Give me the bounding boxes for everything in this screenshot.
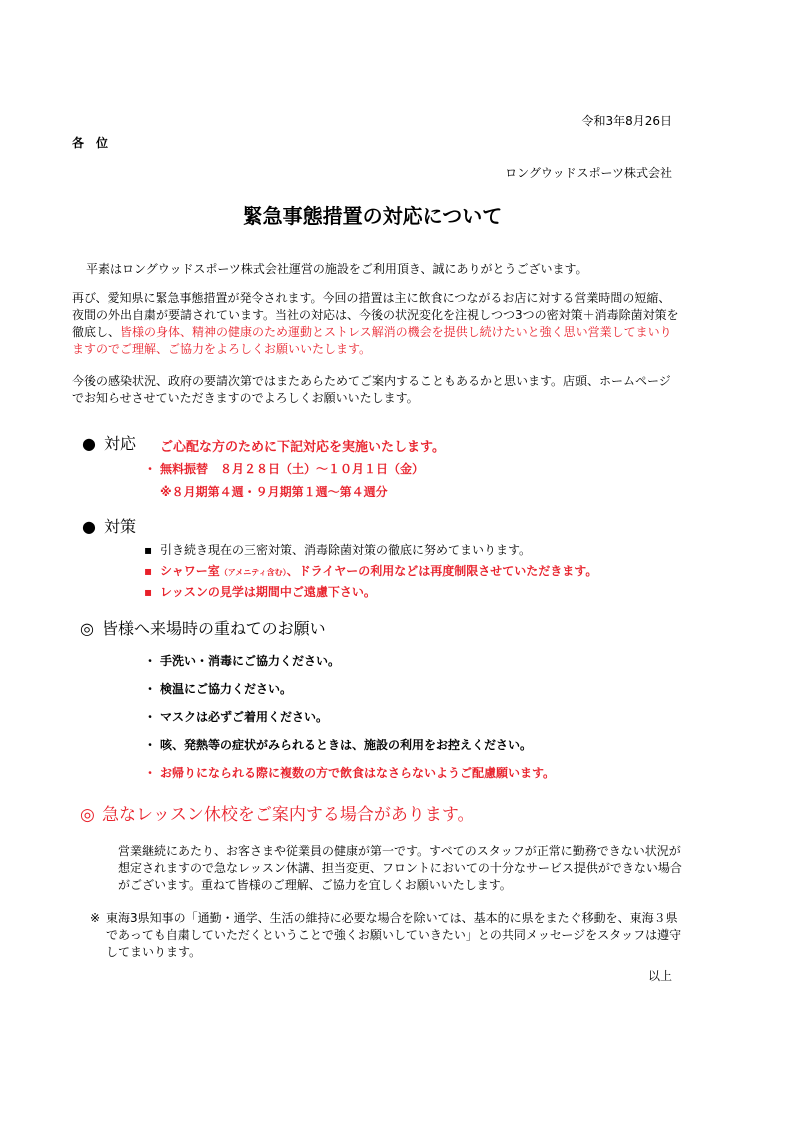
bullet-icon: ・ — [144, 462, 157, 476]
list-item — [144, 542, 531, 558]
document-date: 令和3年8月26日 — [581, 114, 672, 128]
list-item-text: シャワー室 — [160, 564, 220, 578]
list-item-text: 無料振替 ８月２８日（土）～１０月１日（金） — [160, 462, 425, 476]
list-item — [144, 681, 292, 697]
bullet-square-icon: ▪ — [144, 564, 153, 578]
list-item — [144, 709, 328, 725]
list-item-text: レッスンの見学は期間中ご遠慮下さい。 — [160, 585, 376, 599]
closing-word: 以上 — [647, 969, 672, 983]
double-circle-icon: ◎ — [80, 619, 94, 638]
closure-paragraph: 営業継続にあたり、お客さまや従業員の健康が第一です。すべてのスタッフが正常に勤務できない状況が想定されますので急なレッスン休講、担当変更、フロントにおいての十分なサービス提供ができない場合がございます。重ねて皆様のご理解、ご協力を宜しくお願いいたします。 — [118, 844, 682, 892]
intro-paragraph-text: 再び、愛知県に緊急事態措置が発令されます。今回の措置は主に飲食につながるお店に対する営業時間の短縮、夜間の外出自粛が要請されています。当社の対応は、今後の状況変化を注視しつつ3つの密対策＋消毒除菌対策を徹底し、 — [72, 291, 679, 339]
double-circle-icon: ◎ — [80, 805, 95, 825]
list-item-text: 、ドライヤーの利用などは再度制限させていただきます。 — [286, 564, 598, 578]
list-item-text: 咳、発熱等の症状がみられるときは、施設の利用をお控えください。 — [160, 738, 533, 752]
reference-mark-icon: ※ — [90, 911, 101, 925]
footnote-text: 東海3県知事の「通勤・通学、生活の維持に必要な場合を除いては、基本的に県をまたぐ移動を、東海３県であっても自粛していただくということで強くお願いしていきたい」との共同メッセージをスタッフは遵守してまいります。 — [106, 911, 682, 959]
section-measures-heading — [82, 516, 136, 538]
list-item — [144, 737, 532, 753]
list-item-text: マスクは必ずご着用ください。 — [160, 710, 329, 724]
section-closure-title: 急なレッスン休校をご案内する場合があります。 — [102, 805, 475, 825]
bullet-icon: ・ — [144, 654, 157, 668]
company-name: ロングウッドスポーツ株式会社 — [505, 166, 672, 180]
list-item — [144, 584, 376, 600]
list-item-subtext: （アメニティ含む） — [219, 568, 287, 577]
list-item-text: ※８月期第４週・９月期第１週～第４週分 — [160, 485, 388, 499]
document-title: 緊急事態措置の対応について — [242, 204, 503, 228]
list-item — [144, 563, 597, 581]
bullet-icon: ・ — [144, 682, 157, 696]
list-item-text: お帰りになられる際に複数の方で飲食はなさらないようご配慮願います。 — [160, 766, 556, 780]
bullet-square-icon: ▪ — [144, 585, 153, 599]
list-item — [144, 765, 555, 781]
section-closure-heading — [80, 804, 474, 826]
list-item-text: 検温にご協力ください。 — [160, 682, 293, 696]
bullet-icon: ・ — [144, 710, 157, 724]
section-response-heading — [82, 433, 136, 455]
bullet-icon: ・ — [144, 766, 157, 780]
section-response-note: ご心配な方のために下記対応を実施いたします。 — [160, 440, 445, 455]
list-item — [144, 653, 340, 669]
bullet-icon: ・ — [144, 738, 157, 752]
list-item-text: 引き続き現在の三密対策、消毒除菌対策の徹底に努めてまいります。 — [160, 543, 532, 557]
recipient: 各位 — [72, 136, 121, 150]
section-request-heading — [80, 618, 326, 640]
section-measures-title: 対策 — [104, 517, 137, 536]
list-item — [144, 461, 424, 477]
list-item — [160, 484, 388, 500]
section-request-title: 皆様へ来場時の重ねてのお願い — [102, 619, 326, 638]
intro-paragraph — [72, 290, 682, 358]
bullet-circle-icon: ● — [82, 517, 96, 536]
bullet-circle-icon: ● — [82, 434, 96, 453]
followup-paragraph: 今後の感染状況、政府の要請次第ではまたあらためてご案内することもあるかと思います。店頭、ホームページでお知らせさせていただきますのでよろしくお願いいたします。 — [72, 374, 671, 405]
bullet-square-icon: ▪ — [144, 543, 153, 557]
list-item-text: 手洗い・消毒にご協力ください。 — [160, 654, 341, 668]
section-response-title: 対応 — [104, 434, 137, 453]
intro-paragraph-emphasis: 皆様の身体、精神の健康のため運動とストレス解消の機会を提供し続けたいと強く思い営業してまいりますのでご理解、ご協力をよろしくお願いいたします。 — [72, 325, 672, 356]
greeting: 平素はロングウッドスポーツ株式会社運営の施設をご利用頂き、誠にありがとうございます。 — [86, 262, 588, 276]
